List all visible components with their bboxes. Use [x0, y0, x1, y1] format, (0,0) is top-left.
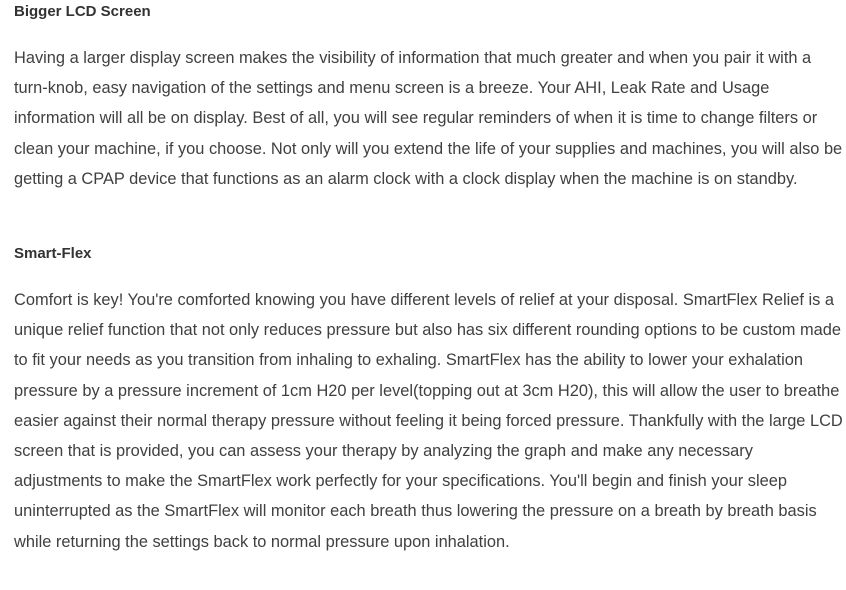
section-heading-bigger-lcd-screen: Bigger LCD Screen	[14, 3, 151, 20]
section-heading-smart-flex: Smart-Flex	[14, 245, 92, 262]
section-paragraph-smart-flex: Comfort is key! You're comforted knowing you have different levels of relief at your disposal. SmartFlex Relief is a unique relief function that not only reduces pressure but also has six different rounding options to be custom made to fit your needs as you transition from inhaling to exhaling. SmartFlex has the ability to lower your exhalation pressure by a pressure increment of 1cm H20 per level(topping out at 3cm H20), this will allow the user to breathe easier against their normal therapy pressure without feeling it being forced pressure. Thankfully with the large LCD screen that is provided, you can assess your therapy by analyzing the graph and make any necessary adjustments to make the SmartFlex work perfectly for your specifications. You'll begin and finish your sleep uninterrupted as the SmartFlex will monitor each breath thus lowering the pressure on a breath by breath basis while returning the settings back to normal pressure upon inhalation.	[14, 291, 843, 551]
section-paragraph-bigger-lcd-screen: Having a larger display screen makes the visibility of information that much greater and when you pair it with a turn-knob, easy navigation of the settings and menu screen is a breeze. Your AHI, Leak Rate and Usage information will all be on display. Best of all, you will see regular reminders of when it is time to change filters or clean your machine, if you choose. Not only will you extend the life of your supplies and machines, you will also be getting a CPAP device that functions as an alarm clock with a clock display when the machine is on standby.	[14, 49, 843, 188]
